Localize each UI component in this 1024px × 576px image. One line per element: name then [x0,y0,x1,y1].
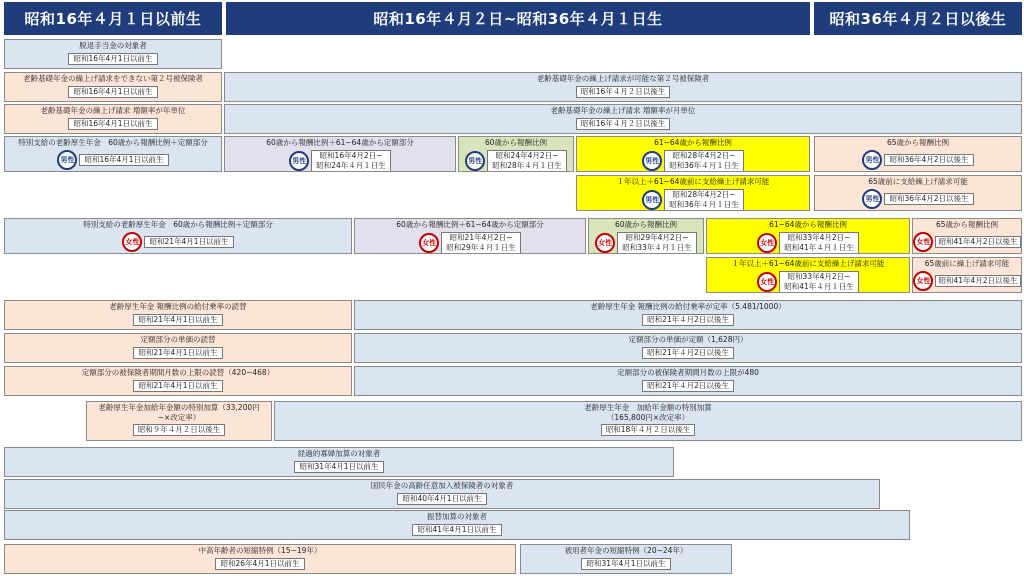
female-65-earnings-box [912,218,1022,254]
male-badge: 男性 [289,151,309,171]
date-to: 昭和36年４月１日生 [669,161,739,170]
box-content [465,150,567,172]
female-early-claim-box [706,257,910,293]
male-badge: 男性 [642,151,662,171]
box-date [487,150,567,172]
spouse-addition-new-box [274,401,1022,441]
female-badge: 女性 [122,232,142,252]
increase-rate-monthly-box [224,104,1022,134]
male-65-earnings-box [814,136,1022,172]
benefit-rate-reading-box [4,300,352,330]
box-title: 特別支給の老齢厚生年金 60歳から報酬比例＋定額部分 [18,138,208,147]
date-from: 昭和33年4月2日~ [787,272,851,281]
box-date: 昭和16年４月２日以後生 [576,118,671,130]
early-claim-possible-box [224,72,1022,102]
fixed-unit-amount-box [354,333,1022,363]
box-date: 昭和36年4月2日以後生 [884,193,973,205]
date-to: 昭和36年４月１日生 [669,200,739,209]
box-title: 60歳から報酬比例 [484,138,548,147]
date-to: 昭和29年４月１日生 [446,243,516,252]
box-date [441,232,521,254]
box-date: 昭和21年4月1日以前生 [133,380,222,392]
date-from: 昭和28年4月2日~ [672,151,736,160]
date-from: 昭和21年4月2日~ [449,233,513,242]
box-title: 中高年齢者の短縮特例（15~19年） [198,546,322,555]
date-to: 昭和41年４月１日生 [784,243,854,252]
box-date: 昭和16年4月1日以前生 [68,86,157,98]
box-title: 老齢厚生年金加給年金額の特別加算（33,200円 [98,403,260,412]
date-from: 昭和29年4月2日~ [625,233,689,242]
box-title: 老齢基礎年金の繰上げ請求 増額率が年単位 [40,106,186,115]
box-title: 60歳から報酬比例＋61~64歳から定額部分 [266,138,414,147]
box-date [311,150,391,172]
box-date [779,271,859,293]
box-date: 昭和41年4月1日以前生 [412,524,501,536]
male-badge: 男性 [862,150,882,170]
box-content [419,232,521,254]
box-title: 特別支給の老齢厚生年金 60歳から報酬比例＋定額部分 [83,220,273,229]
box-title: 65歳前に繰上げ請求可能 [924,259,1010,268]
date-from: 昭和24年4月2日~ [495,151,559,160]
box-date: 昭和16年4月1日以前生 [68,118,157,130]
box-title: 65歳前に支給繰上げ請求可能 [868,177,968,186]
box-content [913,232,1020,252]
box-title: １年以上＋61~64歳前に支給繰上げ請求可能 [731,259,885,268]
box-date: 昭和21年4月1日以前生 [144,236,233,248]
box-content [595,232,697,254]
box-title: 老齢基礎年金の繰上げ請求 増額率が月単位 [550,106,696,115]
box-title: 被用者年金の短縮特例（20~24年） [564,546,688,555]
box-content [122,232,233,252]
box-date: 昭和21年4月1日以前生 [133,314,222,326]
box-content [642,189,744,211]
transfer-addition-box [4,510,910,540]
box-title: 老齢厚生年金 報酬比例の給付乗率の読替 [109,302,247,311]
transitional-widow-box [4,447,674,477]
header-s16-s36: 昭和16年４月２日~昭和36年４月１日生 [226,2,810,35]
male-badge: 男性 [465,151,485,171]
voluntary-insured-box [4,479,880,509]
box-content [862,189,973,209]
benefit-rate-fixed-box [354,300,1022,330]
female-partial-fixed-box [354,218,586,254]
box-title: 60歳から報酬比例＋61~64歳から定額部分 [396,220,544,229]
box-date: 昭和16年4月1日以前生 [79,154,168,166]
box-title: 経過的寡婦加算の対象者 [297,449,381,458]
date-from: 昭和28年4月2日~ [672,190,736,199]
date-to: 昭和28年４月１日生 [492,161,562,170]
box-date: 昭和41年4月2日以後生 [935,275,1020,287]
female-65-early-claim-box [912,257,1022,293]
box-title: 65歳から報酬比例 [935,220,999,229]
male-60-earnings-box [458,136,574,172]
header-before-s16: 昭和16年４月１日以前生 [4,2,222,35]
female-badge: 女性 [913,232,933,252]
box-date: 昭和31年4月1日以前生 [294,461,383,473]
fixed-unit-reading-box [4,333,352,363]
male-partial-fixed-box [224,136,456,172]
box-title: 定額部分の単価の読替 [140,335,216,344]
box-content [642,150,744,172]
box-content [57,150,168,170]
male-badge: 男性 [862,189,882,209]
box-date: 昭和40年4月1日以前生 [397,493,486,505]
box-title: 老齢厚生年金 報酬比例の給付乗率が定率（5.481/1000） [590,302,786,311]
male-badge: 男性 [57,150,77,170]
box-title: 振替加算の対象者 [427,512,487,521]
employee-pension-shortening-box [520,544,732,574]
female-badge: 女性 [913,271,933,291]
box-title: 老齢基礎年金の繰上げ請求をできない第２号被保険者 [23,74,203,83]
female-badge: 女性 [419,233,439,253]
date-from: 昭和16年4月2日~ [319,151,383,160]
middle-age-shortening-box [4,544,516,574]
box-content [862,150,973,170]
box-date: 昭和21年４月2日以後生 [642,347,734,359]
female-special-pension-box [4,218,352,254]
header-after-s36: 昭和36年４月２日以後生 [814,2,1022,35]
withdrawal-allowance-box [4,39,222,69]
box-title: 61~64歳から報酬比例 [769,220,847,229]
box-title-2: ~×改定率） [157,413,201,422]
box-title: 国民年金の高齢任意加入被保険者の対象者 [370,481,514,490]
box-date [664,189,744,211]
box-title: 定額部分の被保険者期間月数の上限の読替（420~468） [81,368,275,377]
box-date: 昭和16年４月２日以後生 [576,86,671,98]
female-badge: 女性 [757,233,777,253]
box-title: 60歳から報酬比例 [614,220,678,229]
box-date: 昭和21年４月2日以後生 [642,314,734,326]
box-title: 定額部分の単価が定額（1,628円） [628,335,748,344]
box-date [779,232,859,254]
male-badge: 男性 [642,190,662,210]
box-date: 昭和36年4月2日以後生 [884,154,973,166]
box-date: 昭和16年4月1日以前生 [68,53,157,65]
box-title: 老齢厚生年金 加給年金額の特別加算 [584,403,712,412]
spouse-addition-old-box [86,401,272,441]
box-title: 脱退手当金の対象者 [79,41,147,50]
months-cap-480-box [354,366,1022,396]
female-badge: 女性 [595,233,615,253]
male-61-64-earnings-box [576,136,810,172]
box-title: １年以上＋61~64歳前に支給繰上げ請求可能 [616,177,770,186]
box-date: 昭和９年４月２日以後生 [133,424,226,436]
box-content [757,271,859,293]
box-date: 昭和18年４月２日以後生 [601,424,696,436]
box-title-2: （165,800円×改定率） [606,413,690,422]
date-to: 昭和24年４月１日生 [316,161,386,170]
increase-rate-yearly-box [4,104,222,134]
box-title: 老齢基礎年金の繰上げ請求が可能な第２号被保険者 [536,74,710,83]
male-65-early-claim-box [814,175,1022,211]
box-date: 昭和21年4月1日以前生 [133,347,222,359]
male-early-claim-box [576,175,810,211]
box-date: 昭和41年4月2日以後生 [935,236,1020,248]
box-title: 65歳から報酬比例 [886,138,950,147]
female-60-earnings-box [588,218,704,254]
no-early-claim-box [4,72,222,102]
date-to: 昭和41年４月１日生 [784,282,854,291]
box-title: 定額部分の被保険者期間月数の上限が480 [617,368,759,377]
box-date: 昭和31年4月1日以前生 [581,558,670,570]
months-cap-reading-box [4,366,352,396]
female-61-64-earnings-box [706,218,910,254]
male-special-pension-box [4,136,222,172]
box-date: 昭和21年４月2日以後生 [642,380,734,392]
box-title: 61~64歳から報酬比例 [654,138,732,147]
box-content [757,232,859,254]
female-badge: 女性 [757,272,777,292]
box-content [913,271,1020,291]
date-from: 昭和33年4月2日~ [787,233,851,242]
box-date [664,150,744,172]
box-date: 昭和26年4月1日以前生 [215,558,304,570]
box-date [617,232,697,254]
date-to: 昭和33年４月１日生 [622,243,692,252]
box-content [289,150,391,172]
